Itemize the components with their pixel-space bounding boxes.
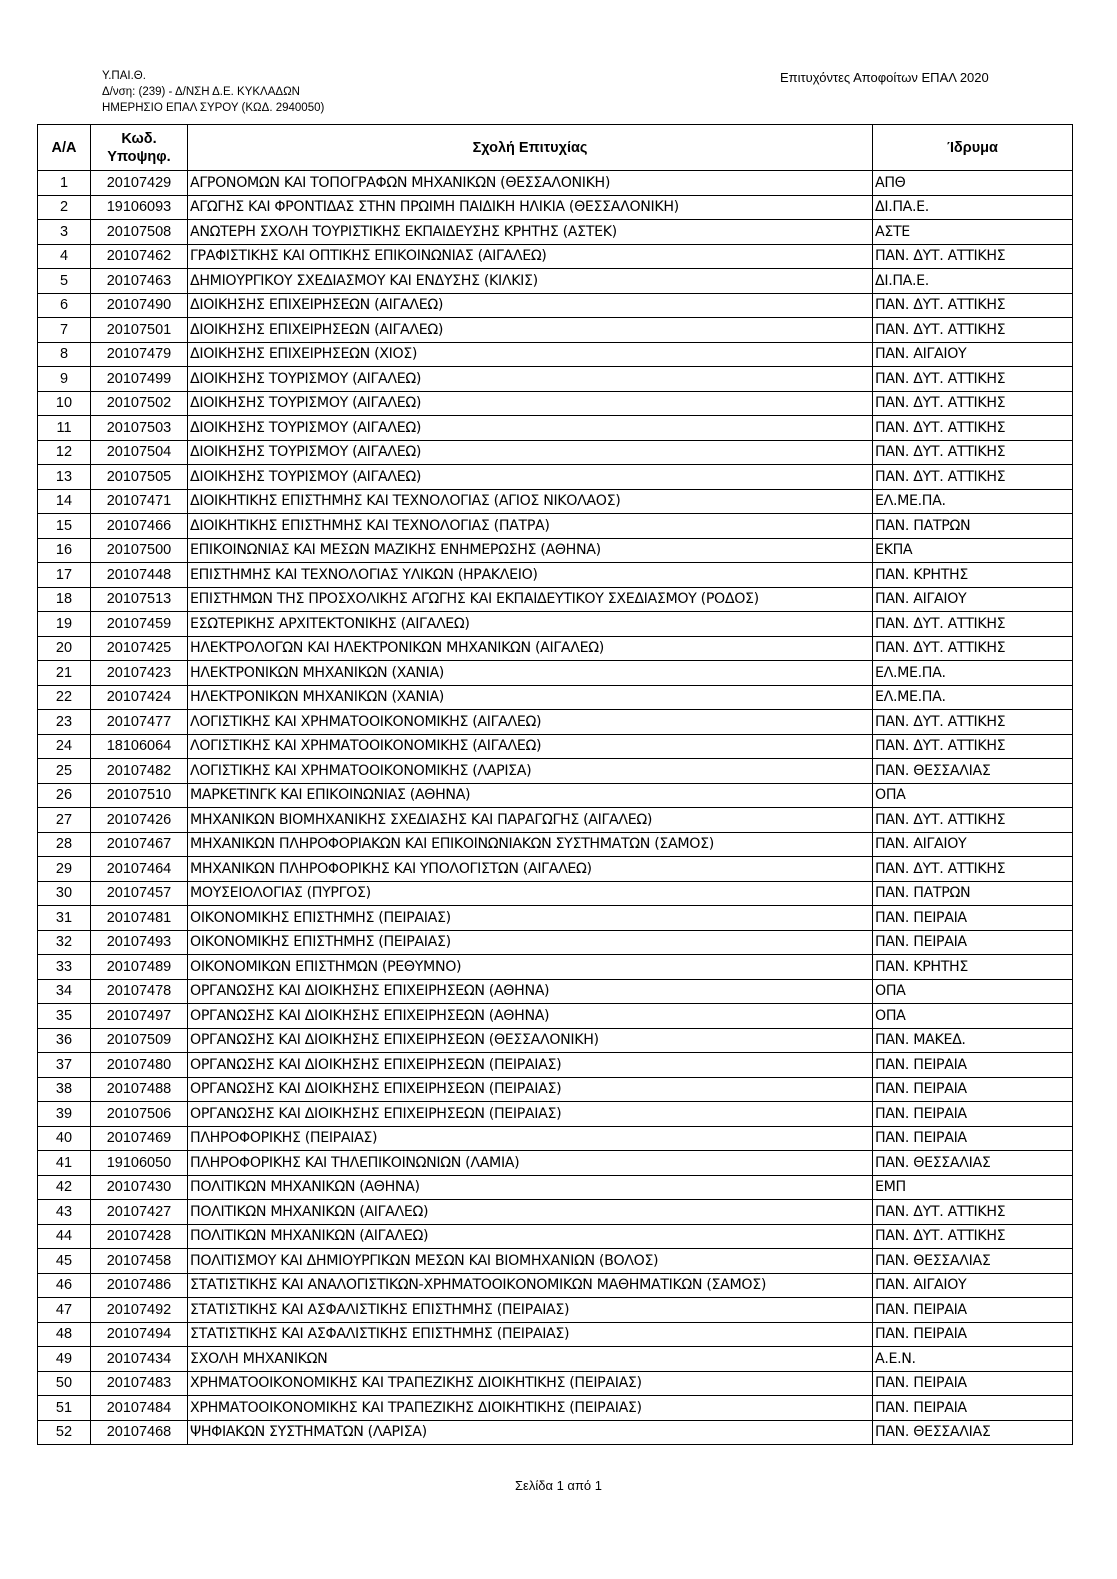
school-name: ΔΙΟΙΚΗΤΙΚΗΣ ΕΠΙΣΤΗΜΗΣ ΚΑΙ ΤΕΧΝΟΛΟΓΙΑΣ (ΑΓΙΟΣ ΝΙΚΟΛΑΟΣ)	[188, 489, 873, 514]
row-number: 47	[38, 1298, 91, 1323]
institution-name: ΠΑΝ. ΔΥΤ. ΑΤΤΙΚΗΣ	[873, 734, 1073, 759]
table-row	[38, 587, 1073, 612]
institution-name: ΟΠΑ	[873, 1004, 1073, 1029]
table-row	[38, 538, 1073, 563]
row-number: 15	[38, 514, 91, 539]
institution-name: ΠΑΝ. ΠΕΙΡΑΙΑ	[873, 1102, 1073, 1127]
table-row	[38, 171, 1073, 196]
col-header-school: Σχολή Επιτυχίας	[188, 125, 873, 171]
institution-name: ΠΑΝ. ΠΑΤΡΩΝ	[873, 514, 1073, 539]
school-name: ΜΑΡΚΕΤΙΝΓΚ ΚΑΙ ΕΠΙΚΟΙΝΩΝΙΑΣ (ΑΘΗΝΑ)	[188, 783, 873, 808]
candidate-code: 20107430	[91, 1175, 188, 1200]
row-number: 2	[38, 195, 91, 220]
school-name: ΧΡΗΜΑΤΟΟΙΚΟΝΟΜΙΚΗΣ ΚΑΙ ΤΡΑΠΕΖΙΚΗΣ ΔΙΟΙΚΗΤΙΚΗΣ (ΠΕΙΡΑΙΑΣ)	[188, 1371, 873, 1396]
table-row	[38, 220, 1073, 245]
school-name: ΔΙΟΙΚΗΣΗΣ ΤΟΥΡΙΣΜΟΥ (ΑΙΓΑΛΕΩ)	[188, 391, 873, 416]
institution-name: ΠΑΝ. ΔΥΤ. ΑΤΤΙΚΗΣ	[873, 318, 1073, 343]
table-row	[38, 1102, 1073, 1127]
page-number: Σελίδα 1 από 1	[515, 1478, 602, 1493]
row-number: 19	[38, 612, 91, 637]
candidate-code: 20107423	[91, 661, 188, 686]
row-number: 46	[38, 1273, 91, 1298]
institution-name: ΠΑΝ. ΔΥΤ. ΑΤΤΙΚΗΣ	[873, 710, 1073, 735]
row-number: 22	[38, 685, 91, 710]
institution-name: ΕΜΠ	[873, 1175, 1073, 1200]
candidate-code: 20107429	[91, 171, 188, 196]
institution-name: ΠΑΝ. ΠΕΙΡΑΙΑ	[873, 930, 1073, 955]
candidate-code: 20107458	[91, 1249, 188, 1274]
table-row	[38, 318, 1073, 343]
school-name: ΠΟΛΙΤΙΚΩΝ ΜΗΧΑΝΙΚΩΝ (ΑΙΓΑΛΕΩ)	[188, 1224, 873, 1249]
institution-name: ΔΙ.ΠΑ.Ε.	[873, 269, 1073, 294]
institution-name: ΕΛ.ΜΕ.ΠΑ.	[873, 489, 1073, 514]
table-row	[38, 1273, 1073, 1298]
institution-name: ΠΑΝ. ΑΙΓΑΙΟΥ	[873, 1273, 1073, 1298]
candidate-code: 19106093	[91, 195, 188, 220]
candidate-code: 20107462	[91, 244, 188, 269]
table-row	[38, 1249, 1073, 1274]
institution-name: ΠΑΝ. ΔΥΤ. ΑΤΤΙΚΗΣ	[873, 1200, 1073, 1225]
candidate-code: 20107463	[91, 269, 188, 294]
institution-name: ΠΑΝ. ΘΕΣΣΑΛΙΑΣ	[873, 1420, 1073, 1445]
table-row	[38, 293, 1073, 318]
table-row	[38, 563, 1073, 588]
row-number: 28	[38, 832, 91, 857]
candidate-code: 20107457	[91, 881, 188, 906]
school-name: ΕΣΩΤΕΡΙΚΗΣ ΑΡΧΙΤΕΚΤΟΝΙΚΗΣ (ΑΙΓΑΛΕΩ)	[188, 612, 873, 637]
table-row	[38, 465, 1073, 490]
row-number: 52	[38, 1420, 91, 1445]
col-header-code-line2: Υποψηφ.	[107, 148, 171, 165]
institution-name: Α.Ε.Ν.	[873, 1347, 1073, 1372]
table-row	[38, 244, 1073, 269]
row-number: 36	[38, 1028, 91, 1053]
institution-name: ΑΣΤΕ	[873, 220, 1073, 245]
school-name: ΧΡΗΜΑΤΟΟΙΚΟΝΟΜΙΚΗΣ ΚΑΙ ΤΡΑΠΕΖΙΚΗΣ ΔΙΟΙΚΗΤΙΚΗΣ (ΠΕΙΡΑΙΑΣ)	[188, 1396, 873, 1421]
candidate-code: 20107434	[91, 1347, 188, 1372]
school-name: ΠΟΛΙΤΙΚΩΝ ΜΗΧΑΝΙΚΩΝ (ΑΙΓΑΛΕΩ)	[188, 1200, 873, 1225]
school-name: ΗΛΕΚΤΡΟΛΟΓΩΝ ΚΑΙ ΗΛΕΚΤΡΟΝΙΚΩΝ ΜΗΧΑΝΙΚΩΝ (ΑΙΓΑΛΕΩ)	[188, 636, 873, 661]
table-row	[38, 1347, 1073, 1372]
table-row	[38, 269, 1073, 294]
school-name: ΟΡΓΑΝΩΣΗΣ ΚΑΙ ΔΙΟΙΚΗΣΗΣ ΕΠΙΧΕΙΡΗΣΕΩΝ (ΑΘΗΝΑ)	[188, 1004, 873, 1029]
candidate-code: 20107466	[91, 514, 188, 539]
candidate-code: 20107501	[91, 318, 188, 343]
school-name: ΜΗΧΑΝΙΚΩΝ ΒΙΟΜΗΧΑΝΙΚΗΣ ΣΧΕΔΙΑΣΗΣ ΚΑΙ ΠΑΡΑΓΩΓΗΣ (ΑΙΓΑΛΕΩ)	[188, 808, 873, 833]
school-name: ΗΛΕΚΤΡΟΝΙΚΩΝ ΜΗΧΑΝΙΚΩΝ (ΧΑΝΙΑ)	[188, 685, 873, 710]
row-number: 23	[38, 710, 91, 735]
candidate-code: 20107489	[91, 955, 188, 980]
institution-name: ΠΑΝ. ΔΥΤ. ΑΤΤΙΚΗΣ	[873, 612, 1073, 637]
candidate-code: 20107477	[91, 710, 188, 735]
col-header-institution: Ίδρυμα	[873, 125, 1073, 171]
institution-name: ΠΑΝ. ΠΕΙΡΑΙΑ	[873, 1126, 1073, 1151]
candidate-code: 20107424	[91, 685, 188, 710]
candidate-code: 20107506	[91, 1102, 188, 1127]
school-name: ΔΙΟΙΚΗΣΗΣ ΤΟΥΡΙΣΜΟΥ (ΑΙΓΑΛΕΩ)	[188, 367, 873, 392]
school-name: ΕΠΙΚΟΙΝΩΝΙΑΣ ΚΑΙ ΜΕΣΩΝ ΜΑΖΙΚΗΣ ΕΝΗΜΕΡΩΣΗΣ (ΑΘΗΝΑ)	[188, 538, 873, 563]
candidate-code: 20107488	[91, 1077, 188, 1102]
table-row	[38, 1077, 1073, 1102]
row-number: 34	[38, 979, 91, 1004]
institution-name: ΠΑΝ. ΑΙΓΑΙΟΥ	[873, 342, 1073, 367]
institution-name: ΠΑΝ. ΠΕΙΡΑΙΑ	[873, 906, 1073, 931]
candidate-code: 20107481	[91, 906, 188, 931]
table-row	[38, 1053, 1073, 1078]
table-row	[38, 1420, 1073, 1445]
school-name: ΠΛΗΡΟΦΟΡΙΚΗΣ (ΠΕΙΡΑΙΑΣ)	[188, 1126, 873, 1151]
table-row	[38, 391, 1073, 416]
candidate-code: 20107459	[91, 612, 188, 637]
school-name: ΟΡΓΑΝΩΣΗΣ ΚΑΙ ΔΙΟΙΚΗΣΗΣ ΕΠΙΧΕΙΡΗΣΕΩΝ (ΑΘΗΝΑ)	[188, 979, 873, 1004]
table-row	[38, 1175, 1073, 1200]
candidate-code: 20107494	[91, 1322, 188, 1347]
candidate-code: 20107479	[91, 342, 188, 367]
candidate-code: 20107502	[91, 391, 188, 416]
col-header-code-line1: Κωδ.	[121, 130, 157, 147]
institution-name: ΠΑΝ. ΘΕΣΣΑΛΙΑΣ	[873, 1151, 1073, 1176]
table-row	[38, 734, 1073, 759]
school-name: ΣΤΑΤΙΣΤΙΚΗΣ ΚΑΙ ΑΝΑΛΟΓΙΣΤΙΚΩΝ-ΧΡΗΜΑΤΟΟΙΚΟΝΟΜΙΚΩΝ ΜΑΘΗΜΑΤΙΚΩΝ (ΣΑΜΟΣ)	[188, 1273, 873, 1298]
institution-name: ΟΠΑ	[873, 979, 1073, 1004]
results-table	[37, 124, 1073, 1445]
table-row	[38, 979, 1073, 1004]
row-number: 40	[38, 1126, 91, 1151]
institution-name: ΠΑΝ. ΔΥΤ. ΑΤΤΙΚΗΣ	[873, 1224, 1073, 1249]
table-row	[38, 440, 1073, 465]
table-row	[38, 1322, 1073, 1347]
school-name: ΔΙΟΙΚΗΣΗΣ ΤΟΥΡΙΣΜΟΥ (ΑΙΓΑΛΕΩ)	[188, 416, 873, 441]
row-number: 39	[38, 1102, 91, 1127]
row-number: 38	[38, 1077, 91, 1102]
table-row	[38, 857, 1073, 882]
table-row	[38, 636, 1073, 661]
row-number: 9	[38, 367, 91, 392]
row-number: 11	[38, 416, 91, 441]
table-row	[38, 1151, 1073, 1176]
candidate-code: 20107448	[91, 563, 188, 588]
candidate-code: 20107505	[91, 465, 188, 490]
candidate-code: 20107483	[91, 1371, 188, 1396]
candidate-code: 20107426	[91, 808, 188, 833]
table-row	[38, 1004, 1073, 1029]
row-number: 41	[38, 1151, 91, 1176]
row-number: 27	[38, 808, 91, 833]
table-row	[38, 906, 1073, 931]
candidate-code: 20107428	[91, 1224, 188, 1249]
institution-name: ΠΑΝ. ΚΡΗΤΗΣ	[873, 563, 1073, 588]
candidate-code: 20107500	[91, 538, 188, 563]
table-row	[38, 1224, 1073, 1249]
header-left	[102, 68, 324, 116]
row-number: 42	[38, 1175, 91, 1200]
row-number: 50	[38, 1371, 91, 1396]
row-number: 17	[38, 563, 91, 588]
candidate-code: 20107482	[91, 759, 188, 784]
institution-name: ΠΑΝ. ΔΥΤ. ΑΤΤΙΚΗΣ	[873, 416, 1073, 441]
candidate-code: 20107490	[91, 293, 188, 318]
row-number: 1	[38, 171, 91, 196]
school-name: ΛΟΓΙΣΤΙΚΗΣ ΚΑΙ ΧΡΗΜΑΤΟΟΙΚΟΝΟΜΙΚΗΣ (ΑΙΓΑΛΕΩ)	[188, 710, 873, 735]
school-name: ΟΙΚΟΝΟΜΙΚΗΣ ΕΠΙΣΤΗΜΗΣ (ΠΕΙΡΑΙΑΣ)	[188, 906, 873, 931]
candidate-code: 20107468	[91, 1420, 188, 1445]
table-row	[38, 1371, 1073, 1396]
candidate-code: 20107513	[91, 587, 188, 612]
row-number: 49	[38, 1347, 91, 1372]
table-row	[38, 342, 1073, 367]
row-number: 44	[38, 1224, 91, 1249]
school-name: ΑΓΡΟΝΟΜΩΝ ΚΑΙ ΤΟΠΟΓΡΑΦΩΝ ΜΗΧΑΝΙΚΩΝ (ΘΕΣΣΑΛΟΝΙΚΗ)	[188, 171, 873, 196]
school-name: ΛΟΓΙΣΤΙΚΗΣ ΚΑΙ ΧΡΗΜΑΤΟΟΙΚΟΝΟΜΙΚΗΣ (ΛΑΡΙΣΑ)	[188, 759, 873, 784]
row-number: 48	[38, 1322, 91, 1347]
institution-name: ΠΑΝ. ΔΥΤ. ΑΤΤΙΚΗΣ	[873, 636, 1073, 661]
school-name: ΜΗΧΑΝΙΚΩΝ ΠΛΗΡΟΦΟΡΙΑΚΩΝ ΚΑΙ ΕΠΙΚΟΙΝΩΝΙΑΚΩΝ ΣΥΣΤΗΜΑΤΩΝ (ΣΑΜΟΣ)	[188, 832, 873, 857]
school-name: ΛΟΓΙΣΤΙΚΗΣ ΚΑΙ ΧΡΗΜΑΤΟΟΙΚΟΝΟΜΙΚΗΣ (ΑΙΓΑΛΕΩ)	[188, 734, 873, 759]
institution-name: ΠΑΝ. ΠΕΙΡΑΙΑ	[873, 1077, 1073, 1102]
table-row	[38, 710, 1073, 735]
institution-name: ΑΠΘ	[873, 171, 1073, 196]
table-row	[38, 930, 1073, 955]
directorate-label: Δ/νση: (239) - Δ/ΝΣΗ Δ.Ε. ΚΥΚΛΑΔΩΝ	[102, 86, 300, 98]
institution-name: ΠΑΝ. ΠΕΙΡΑΙΑ	[873, 1371, 1073, 1396]
table-row	[38, 1126, 1073, 1151]
school-name: ΠΟΛΙΤΙΣΜΟΥ ΚΑΙ ΔΗΜΙΟΥΡΓΙΚΩΝ ΜΕΣΩΝ ΚΑΙ ΒΙΟΜΗΧΑΝΙΩΝ (ΒΟΛΟΣ)	[188, 1249, 873, 1274]
row-number: 20	[38, 636, 91, 661]
row-number: 12	[38, 440, 91, 465]
school-name: ΔΙΟΙΚΗΣΗΣ ΤΟΥΡΙΣΜΟΥ (ΑΙΓΑΛΕΩ)	[188, 465, 873, 490]
table-row	[38, 783, 1073, 808]
school-name: ΟΡΓΑΝΩΣΗΣ ΚΑΙ ΔΙΟΙΚΗΣΗΣ ΕΠΙΧΕΙΡΗΣΕΩΝ (ΠΕΙΡΑΙΑΣ)	[188, 1102, 873, 1127]
institution-name: ΠΑΝ. ΜΑΚΕΔ.	[873, 1028, 1073, 1053]
school-name: ΔΗΜΙΟΥΡΓΙΚΟΥ ΣΧΕΔΙΑΣΜΟΥ ΚΑΙ ΕΝΔΥΣΗΣ (ΚΙΛΚΙΣ)	[188, 269, 873, 294]
col-header-code	[91, 125, 188, 171]
school-name: ΟΡΓΑΝΩΣΗΣ ΚΑΙ ΔΙΟΙΚΗΣΗΣ ΕΠΙΧΕΙΡΗΣΕΩΝ (ΠΕΙΡΑΙΑΣ)	[188, 1077, 873, 1102]
table-header-row	[38, 125, 1073, 171]
candidate-code: 20107497	[91, 1004, 188, 1029]
candidate-code: 20107471	[91, 489, 188, 514]
row-number: 43	[38, 1200, 91, 1225]
institution-name: ΠΑΝ. ΔΥΤ. ΑΤΤΙΚΗΣ	[873, 293, 1073, 318]
candidate-code: 20107469	[91, 1126, 188, 1151]
school-name: ΠΟΛΙΤΙΚΩΝ ΜΗΧΑΝΙΚΩΝ (ΑΘΗΝΑ)	[188, 1175, 873, 1200]
candidate-code: 20107503	[91, 416, 188, 441]
row-number: 37	[38, 1053, 91, 1078]
school-name: ΕΠΙΣΤΗΜΩΝ ΤΗΣ ΠΡΟΣΧΟΛΙΚΗΣ ΑΓΩΓΗΣ ΚΑΙ ΕΚΠΑΙΔΕΥΤΙΚΟΥ ΣΧΕΔΙΑΣΜΟΥ (ΡΟΔΟΣ)	[188, 587, 873, 612]
school-name: ΣΧΟΛΗ ΜΗΧΑΝΙΚΩΝ	[188, 1347, 873, 1372]
school-name: ΜΟΥΣΕΙΟΛΟΓΙΑΣ (ΠΥΡΓΟΣ)	[188, 881, 873, 906]
table-row	[38, 685, 1073, 710]
row-number: 21	[38, 661, 91, 686]
institution-name: ΕΛ.ΜΕ.ΠΑ.	[873, 685, 1073, 710]
institution-name: ΠΑΝ. ΔΥΤ. ΑΤΤΙΚΗΣ	[873, 391, 1073, 416]
row-number: 6	[38, 293, 91, 318]
candidate-code: 20107478	[91, 979, 188, 1004]
institution-name: ΠΑΝ. ΠΕΙΡΑΙΑ	[873, 1322, 1073, 1347]
table-row	[38, 1396, 1073, 1421]
school-name: ΑΝΩΤΕΡΗ ΣΧΟΛΗ ΤΟΥΡΙΣΤΙΚΗΣ ΕΚΠΑΙΔΕΥΣΗΣ ΚΡΗΤΗΣ (ΑΣΤΕΚ)	[188, 220, 873, 245]
ministry-label: Υ.ΠΑΙ.Θ.	[102, 70, 146, 82]
table-row	[38, 759, 1073, 784]
candidate-code: 20107493	[91, 930, 188, 955]
table-row	[38, 808, 1073, 833]
candidate-code: 20107510	[91, 783, 188, 808]
institution-name: ΠΑΝ. ΠΕΙΡΑΙΑ	[873, 1298, 1073, 1323]
table-row	[38, 489, 1073, 514]
school-name: ΣΤΑΤΙΣΤΙΚΗΣ ΚΑΙ ΑΣΦΑΛΙΣΤΙΚΗΣ ΕΠΙΣΤΗΜΗΣ (ΠΕΙΡΑΙΑΣ)	[188, 1322, 873, 1347]
institution-name: ΠΑΝ. ΔΥΤ. ΑΤΤΙΚΗΣ	[873, 808, 1073, 833]
table-row	[38, 1028, 1073, 1053]
school-name: ΟΙΚΟΝΟΜΙΚΗΣ ΕΠΙΣΤΗΜΗΣ (ΠΕΙΡΑΙΑΣ)	[188, 930, 873, 955]
candidate-code: 20107504	[91, 440, 188, 465]
institution-name: ΠΑΝ. ΑΙΓΑΙΟΥ	[873, 587, 1073, 612]
institution-name: ΠΑΝ. ΠΑΤΡΩΝ	[873, 881, 1073, 906]
candidate-code: 20107484	[91, 1396, 188, 1421]
table-body	[38, 171, 1073, 1445]
row-number: 51	[38, 1396, 91, 1421]
school-name: ΔΙΟΙΚΗΣΗΣ ΕΠΙΧΕΙΡΗΣΕΩΝ (ΑΙΓΑΛΕΩ)	[188, 318, 873, 343]
candidate-code: 20107492	[91, 1298, 188, 1323]
school-name: ΔΙΟΙΚΗΣΗΣ ΕΠΙΧΕΙΡΗΣΕΩΝ (ΑΙΓΑΛΕΩ)	[188, 293, 873, 318]
candidate-code: 20107427	[91, 1200, 188, 1225]
institution-name: ΔΙ.ΠΑ.Ε.	[873, 195, 1073, 220]
row-number: 26	[38, 783, 91, 808]
school-name: ΑΓΩΓΗΣ ΚΑΙ ΦΡΟΝΤΙΔΑΣ ΣΤΗΝ ΠΡΩΙΜΗ ΠΑΙΔΙΚΗ ΗΛΙΚΙΑ (ΘΕΣΣΑΛΟΝΙΚΗ)	[188, 195, 873, 220]
row-number: 3	[38, 220, 91, 245]
col-header-aa: Α/Α	[38, 125, 91, 171]
institution-name: ΠΑΝ. ΘΕΣΣΑΛΙΑΣ	[873, 1249, 1073, 1274]
school-name: ΟΡΓΑΝΩΣΗΣ ΚΑΙ ΔΙΟΙΚΗΣΗΣ ΕΠΙΧΕΙΡΗΣΕΩΝ (ΠΕΙΡΑΙΑΣ)	[188, 1053, 873, 1078]
institution-name: ΠΑΝ. ΠΕΙΡΑΙΑ	[873, 1053, 1073, 1078]
school-name: ΔΙΟΙΚΗΣΗΣ ΕΠΙΧΕΙΡΗΣΕΩΝ (ΧΙΟΣ)	[188, 342, 873, 367]
candidate-code: 20107425	[91, 636, 188, 661]
school-name: ΨΗΦΙΑΚΩΝ ΣΥΣΤΗΜΑΤΩΝ (ΛΑΡΙΣΑ)	[188, 1420, 873, 1445]
school-name: ΔΙΟΙΚΗΣΗΣ ΤΟΥΡΙΣΜΟΥ (ΑΙΓΑΛΕΩ)	[188, 440, 873, 465]
row-number: 35	[38, 1004, 91, 1029]
table-row	[38, 514, 1073, 539]
school-name: ΜΗΧΑΝΙΚΩΝ ΠΛΗΡΟΦΟΡΙΚΗΣ ΚΑΙ ΥΠΟΛΟΓΙΣΤΩΝ (ΑΙΓΑΛΕΩ)	[188, 857, 873, 882]
institution-name: ΠΑΝ. ΚΡΗΤΗΣ	[873, 955, 1073, 980]
row-number: 45	[38, 1249, 91, 1274]
school-name: ΣΤΑΤΙΣΤΙΚΗΣ ΚΑΙ ΑΣΦΑΛΙΣΤΙΚΗΣ ΕΠΙΣΤΗΜΗΣ (ΠΕΙΡΑΙΑΣ)	[188, 1298, 873, 1323]
institution-name: ΠΑΝ. ΔΥΤ. ΑΤΤΙΚΗΣ	[873, 244, 1073, 269]
school-name: ΠΛΗΡΟΦΟΡΙΚΗΣ ΚΑΙ ΤΗΛΕΠΙΚΟΙΝΩΝΙΩΝ (ΛΑΜΙΑ)	[188, 1151, 873, 1176]
institution-name: ΠΑΝ. ΔΥΤ. ΑΤΤΙΚΗΣ	[873, 440, 1073, 465]
candidate-code: 19106050	[91, 1151, 188, 1176]
institution-name: ΠΑΝ. ΔΥΤ. ΑΤΤΙΚΗΣ	[873, 465, 1073, 490]
school-name: ΕΠΙΣΤΗΜΗΣ ΚΑΙ ΤΕΧΝΟΛΟΓΙΑΣ ΥΛΙΚΩΝ (ΗΡΑΚΛΕΙΟ)	[188, 563, 873, 588]
table-row	[38, 832, 1073, 857]
table-row	[38, 367, 1073, 392]
institution-name: ΠΑΝ. ΘΕΣΣΑΛΙΑΣ	[873, 759, 1073, 784]
school-name: ΟΙΚΟΝΟΜΙΚΩΝ ΕΠΙΣΤΗΜΩΝ (ΡΕΘΥΜΝΟ)	[188, 955, 873, 980]
candidate-code: 20107480	[91, 1053, 188, 1078]
row-number: 16	[38, 538, 91, 563]
row-number: 8	[38, 342, 91, 367]
row-number: 29	[38, 857, 91, 882]
row-number: 13	[38, 465, 91, 490]
institution-name: ΠΑΝ. ΑΙΓΑΙΟΥ	[873, 832, 1073, 857]
document-title: Επιτυχόντες Αποφοίτων ΕΠΑΛ 2020	[780, 70, 989, 85]
institution-name: ΠΑΝ. ΠΕΙΡΑΙΑ	[873, 1396, 1073, 1421]
institution-name: ΕΛ.ΜΕ.ΠΑ.	[873, 661, 1073, 686]
row-number: 5	[38, 269, 91, 294]
institution-name: ΕΚΠΑ	[873, 538, 1073, 563]
row-number: 25	[38, 759, 91, 784]
row-number: 30	[38, 881, 91, 906]
school-name: ΟΡΓΑΝΩΣΗΣ ΚΑΙ ΔΙΟΙΚΗΣΗΣ ΕΠΙΧΕΙΡΗΣΕΩΝ (ΘΕΣΣΑΛΟΝΙΚΗ)	[188, 1028, 873, 1053]
table-row	[38, 881, 1073, 906]
row-number: 18	[38, 587, 91, 612]
row-number: 32	[38, 930, 91, 955]
candidate-code: 20107464	[91, 857, 188, 882]
table-row	[38, 955, 1073, 980]
candidate-code: 18106064	[91, 734, 188, 759]
school-name: ΔΙΟΙΚΗΤΙΚΗΣ ΕΠΙΣΤΗΜΗΣ ΚΑΙ ΤΕΧΝΟΛΟΓΙΑΣ (ΠΑΤΡΑ)	[188, 514, 873, 539]
candidate-code: 20107509	[91, 1028, 188, 1053]
school-name: ΓΡΑΦΙΣΤΙΚΗΣ ΚΑΙ ΟΠΤΙΚΗΣ ΕΠΙΚΟΙΝΩΝΙΑΣ (ΑΙΓΑΛΕΩ)	[188, 244, 873, 269]
row-number: 10	[38, 391, 91, 416]
table-row	[38, 1200, 1073, 1225]
school-name: ΗΛΕΚΤΡΟΝΙΚΩΝ ΜΗΧΑΝΙΚΩΝ (ΧΑΝΙΑ)	[188, 661, 873, 686]
row-number: 33	[38, 955, 91, 980]
institution-name: ΠΑΝ. ΔΥΤ. ΑΤΤΙΚΗΣ	[873, 857, 1073, 882]
candidate-code: 20107499	[91, 367, 188, 392]
row-number: 4	[38, 244, 91, 269]
school-label: ΗΜΕΡΗΣΙΟ ΕΠΑΛ ΣΥΡΟΥ (ΚΩΔ. 2940050)	[102, 102, 325, 114]
row-number: 14	[38, 489, 91, 514]
table-row	[38, 195, 1073, 220]
table-row	[38, 661, 1073, 686]
table-row	[38, 1298, 1073, 1323]
row-number: 7	[38, 318, 91, 343]
table-row	[38, 612, 1073, 637]
candidate-code: 20107467	[91, 832, 188, 857]
institution-name: ΠΑΝ. ΔΥΤ. ΑΤΤΙΚΗΣ	[873, 367, 1073, 392]
candidate-code: 20107486	[91, 1273, 188, 1298]
row-number: 24	[38, 734, 91, 759]
row-number: 31	[38, 906, 91, 931]
table-row	[38, 416, 1073, 441]
institution-name: ΟΠΑ	[873, 783, 1073, 808]
candidate-code: 20107508	[91, 220, 188, 245]
